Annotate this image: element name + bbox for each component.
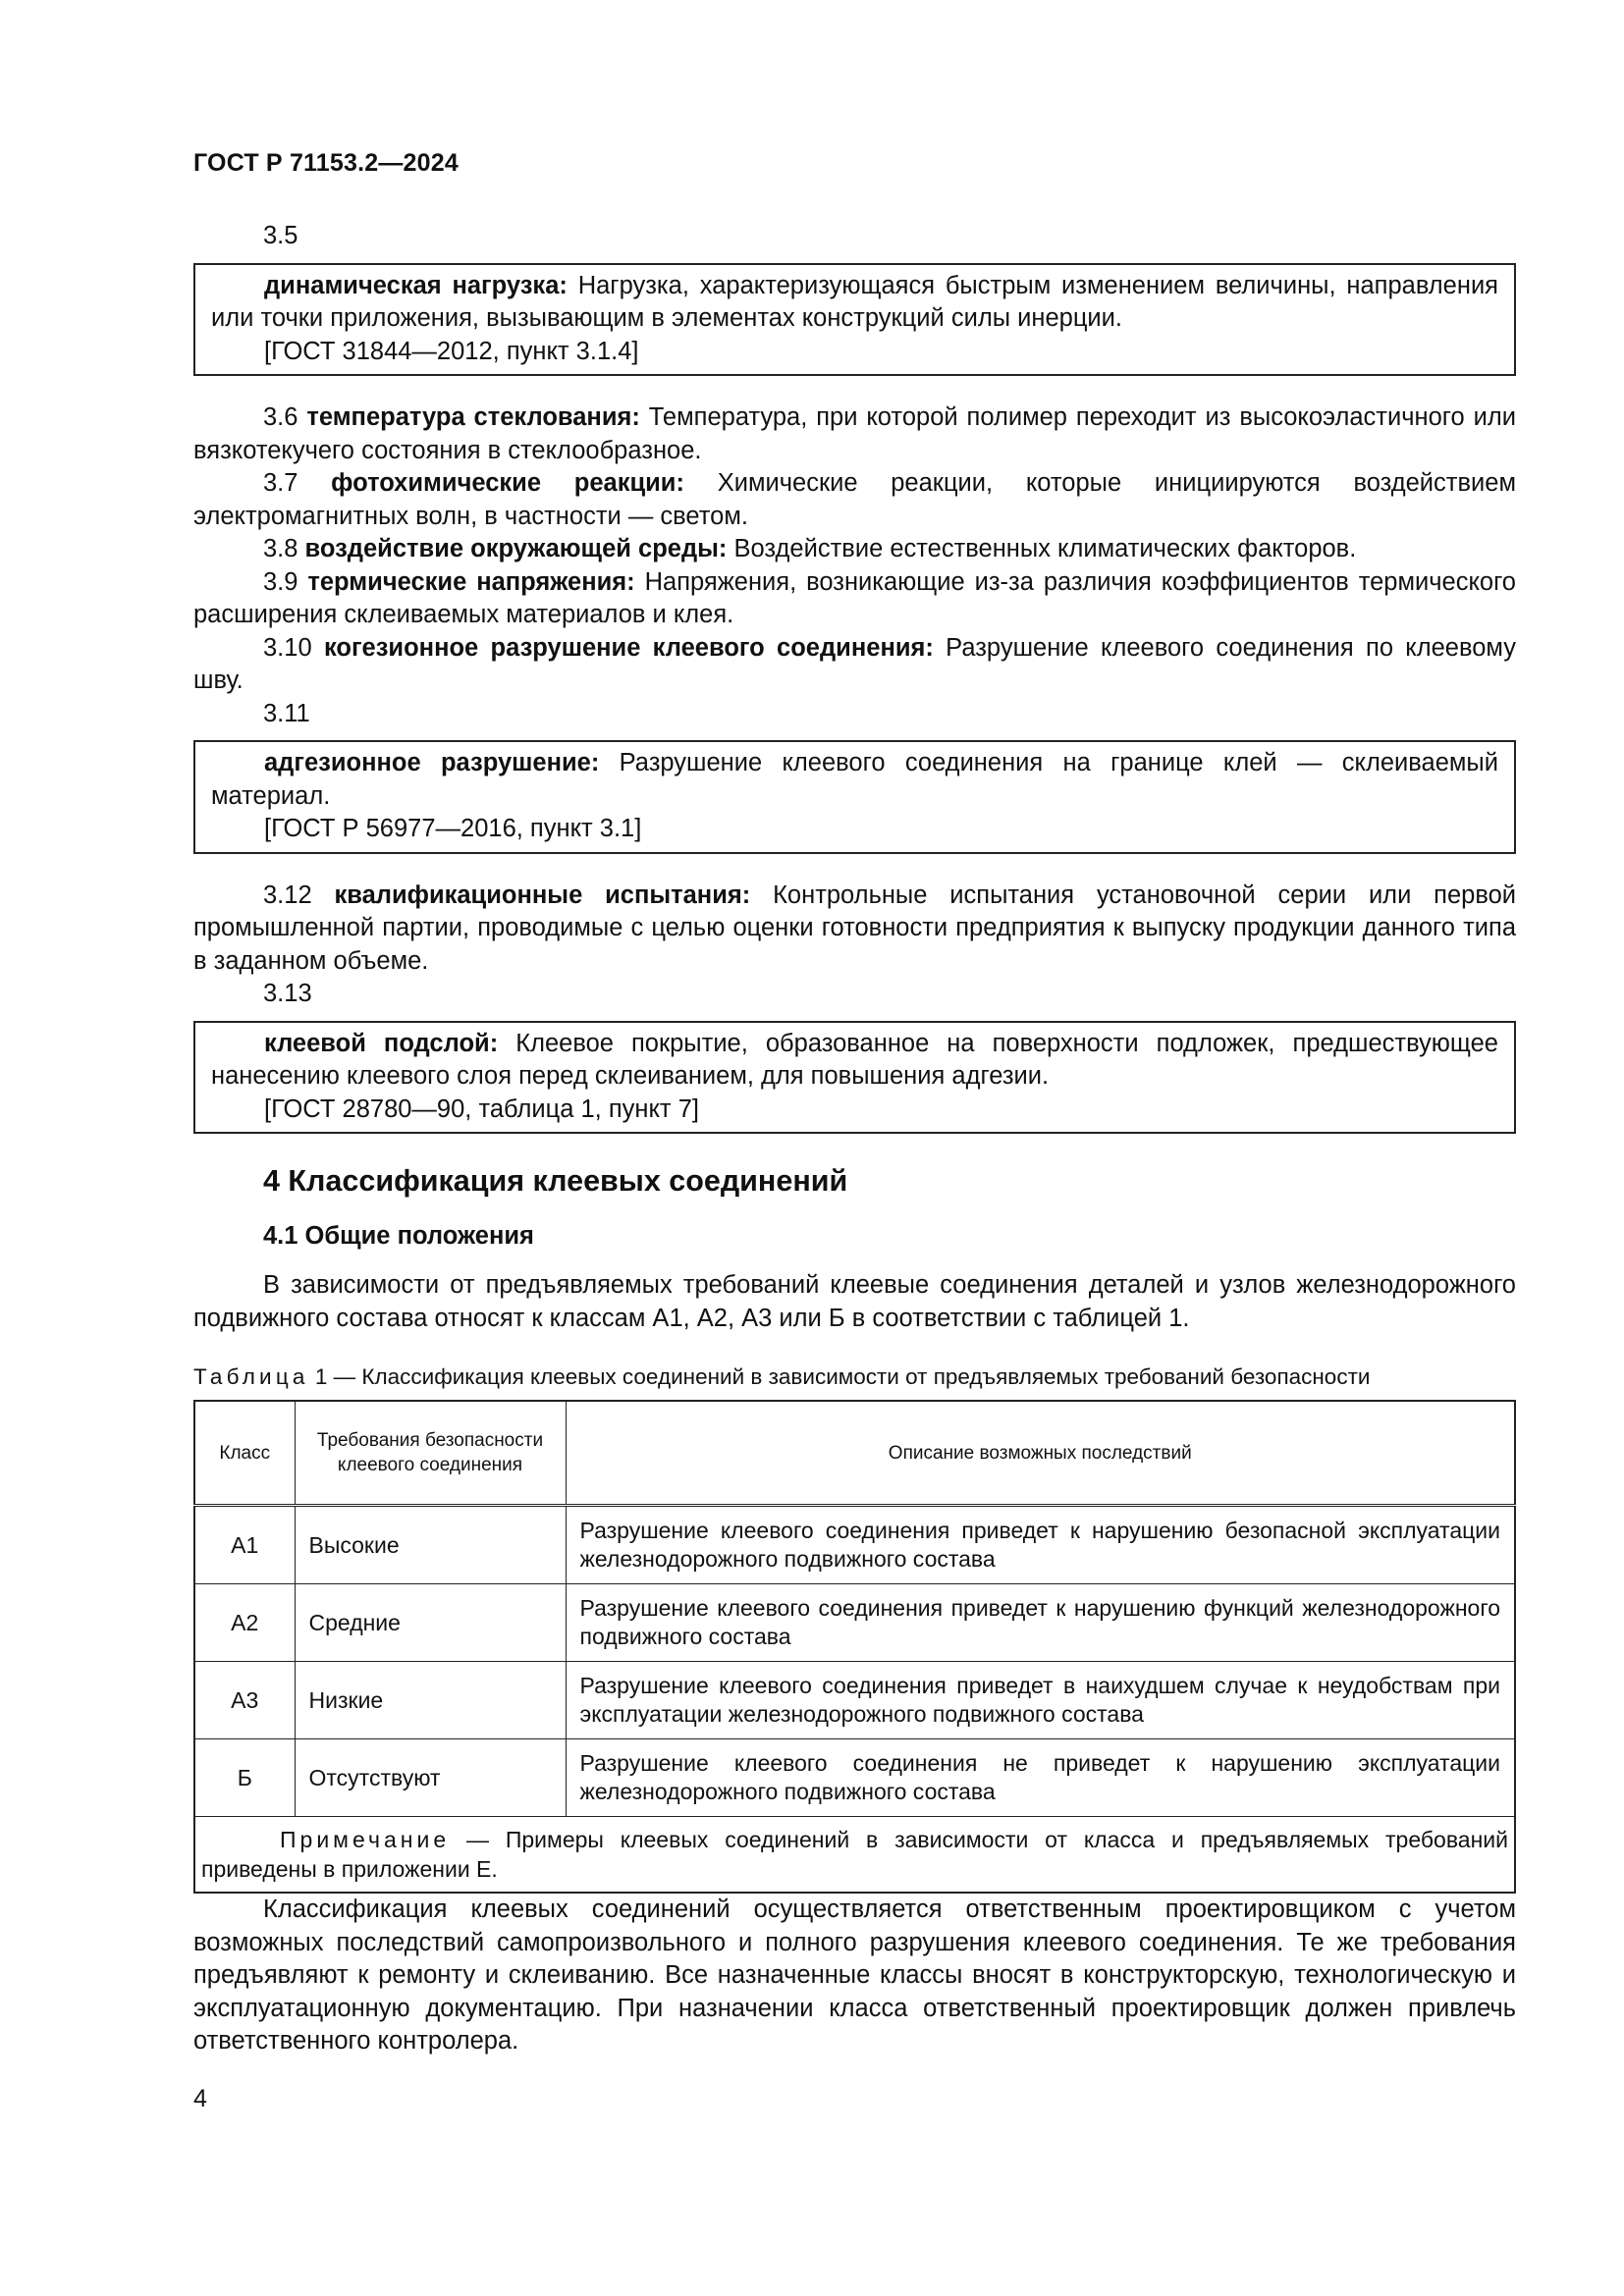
- classification-paragraph: Классификация клеевых соединений осуществляется ответственным проектировщиком с учетом возможных последствий самопроизвольного и полного разрушения клеевого соединения. Те же требования предъявляют к ремонту и склеиванию. Все назначенные классы вносят в конструкторскую, технологическую и эксплуатационную документацию. При назначении класса ответственный проектировщик должен привлечь ответственного контролера.: [193, 1896, 1516, 2055]
- term-definition: Нагрузка, характеризующаяся быстрым изменением величины, направления или точки приложения, вызывающим в элементах конструкций силы инерции.: [211, 271, 1498, 332]
- term-source: [ГОСТ 31844—2012, пункт 3.1.4]: [264, 337, 639, 365]
- cell-class: А1: [194, 1506, 295, 1584]
- term-source: [ГОСТ Р 56977—2016, пункт 3.1]: [264, 815, 642, 842]
- term-3-12: [193, 880, 1516, 979]
- table-header-row: [194, 1401, 1515, 1506]
- term-definition: Воздействие естественных климатических факторов.: [727, 535, 1357, 562]
- subsection-4-1-heading: 4.1 Общие положения: [263, 1222, 534, 1250]
- section-4-1-paragraph: В зависимости от предъявляемых требований клеевые соединения деталей и узлов железнодорожного подвижного состава относят к классам А1, А2, А3 или Б в соответствии с таблицей 1.: [193, 1271, 1516, 1332]
- cell-requirement: Высокие: [295, 1506, 566, 1584]
- term-3-11: [211, 747, 1498, 813]
- cell-class: А3: [194, 1662, 295, 1739]
- term-number: 3.10: [263, 633, 324, 662]
- term-name: квалификационные испытания:: [334, 881, 751, 909]
- term-definition: Химические реакции, которые инициируются воздействием электромагнитных волн, в частности — светом.: [193, 469, 1516, 530]
- quoted-term-box-3-13: [193, 1021, 1516, 1135]
- cell-requirement: Низкие: [295, 1662, 566, 1739]
- page-content: [193, 220, 1516, 2058]
- header-safety-requirements: Требования безопасности клеевого соединения: [295, 1401, 566, 1506]
- term-3-13: [211, 1028, 1498, 1094]
- table-1-caption: [193, 1362, 1516, 1392]
- term-3-6: [193, 401, 1516, 467]
- term-number: 3.8: [263, 535, 305, 562]
- term-number-3-13: 3.13: [263, 980, 312, 1007]
- term-number: 3.9: [263, 567, 308, 596]
- term-name: термические напряжения:: [307, 567, 635, 596]
- note-text: — Примеры клеевых соединений в зависимости от класса и предъявляемых требований приведены в приложении Е.: [201, 1827, 1508, 1882]
- term-number-3-11: 3.11: [263, 699, 310, 727]
- term-name: динамическая нагрузка:: [264, 271, 568, 299]
- quoted-term-box-3-11: [193, 740, 1516, 854]
- term-name: клеевой подслой:: [264, 1029, 499, 1057]
- term-number: 3.6: [263, 403, 307, 431]
- term-definition: Разрушение клеевого соединения на границе клей — склеиваемый материал.: [211, 749, 1498, 810]
- header-consequences: Описание возможных последствий: [566, 1401, 1515, 1506]
- term-source: [ГОСТ 28780—90, таблица 1, пункт 7]: [264, 1095, 699, 1123]
- term-definition: Разрушение клеевого соединения по клеевому шву.: [193, 633, 1516, 694]
- page-number: 4: [193, 2085, 207, 2112]
- term-number: 3.12: [263, 881, 335, 909]
- term-definition: Клеевое покрытие, образованное на поверхности подложек, предшествующее нанесению клеевого слоя перед склеиванием, для повышения адгезии.: [211, 1029, 1498, 1090]
- term-3-8: [193, 533, 1516, 566]
- cell-class: А2: [194, 1584, 295, 1662]
- table-row: [194, 1662, 1515, 1739]
- term-name: фотохимические реакции:: [331, 469, 684, 497]
- table-row: [194, 1739, 1515, 1817]
- section-4-heading: 4 Классификация клеевых соединений: [263, 1164, 848, 1198]
- table-row: [194, 1584, 1515, 1662]
- term-definition: Напряжения, возникающие из-за различия коэффициентов термического расширения склеиваемых материалов и клея.: [193, 567, 1516, 628]
- term-3-9: [193, 566, 1516, 632]
- term-3-7: [193, 467, 1516, 533]
- term-name: когезионное разрушение клеевого соединения:: [323, 633, 934, 662]
- table-caption-label: Таблица: [193, 1364, 309, 1389]
- document-code-header: ГОСТ Р 71153.2—2024: [193, 149, 459, 177]
- term-name: воздействие окружающей среды:: [304, 535, 728, 562]
- term-3-5: [211, 270, 1498, 336]
- cell-description: Разрушение клеевого соединения приведет к нарушению безопасной эксплуатации железнодорожного подвижного состава: [566, 1506, 1515, 1584]
- term-name: адгезионное разрушение:: [264, 749, 600, 776]
- cell-requirement: Отсутствуют: [295, 1739, 566, 1817]
- cell-description: Разрушение клеевого соединения приведет в наихудшем случае к неудобствам при эксплуатации железнодорожного подвижного состава: [566, 1662, 1515, 1739]
- header-class: Класс: [194, 1401, 295, 1506]
- table-note-row: [194, 1817, 1515, 1894]
- term-definition: Температура, при которой полимер переходит из высокоэластичного или вязкотекучего состояния в стеклообразное.: [193, 403, 1516, 464]
- table-caption-text: 1 — Классификация клеевых соединений в зависимости от предъявляемых требований безопасности: [308, 1364, 1371, 1389]
- term-definition: Контрольные испытания установочной серии или первой промышленной партии, проводимые с целью оценки готовности предприятия к выпуску продукции данного типа в заданном объеме.: [193, 881, 1517, 975]
- term-3-10: [193, 632, 1516, 698]
- cell-class: Б: [194, 1739, 295, 1817]
- cell-description: Разрушение клеевого соединения приведет к нарушению функций железнодорожного подвижного состава: [566, 1584, 1515, 1662]
- note-label: Примечание: [280, 1827, 451, 1852]
- term-number-3-5: 3.5: [263, 222, 298, 249]
- cell-requirement: Средние: [295, 1584, 566, 1662]
- cell-description: Разрушение клеевого соединения не приведет к нарушению эксплуатации железнодорожного подвижного состава: [566, 1739, 1515, 1817]
- table-note: [194, 1817, 1515, 1894]
- term-name: температура стеклования:: [306, 403, 640, 431]
- table-row: [194, 1506, 1515, 1584]
- classification-table: [193, 1400, 1516, 1894]
- quoted-term-box-3-5: [193, 263, 1516, 377]
- term-number: 3.7: [263, 469, 332, 497]
